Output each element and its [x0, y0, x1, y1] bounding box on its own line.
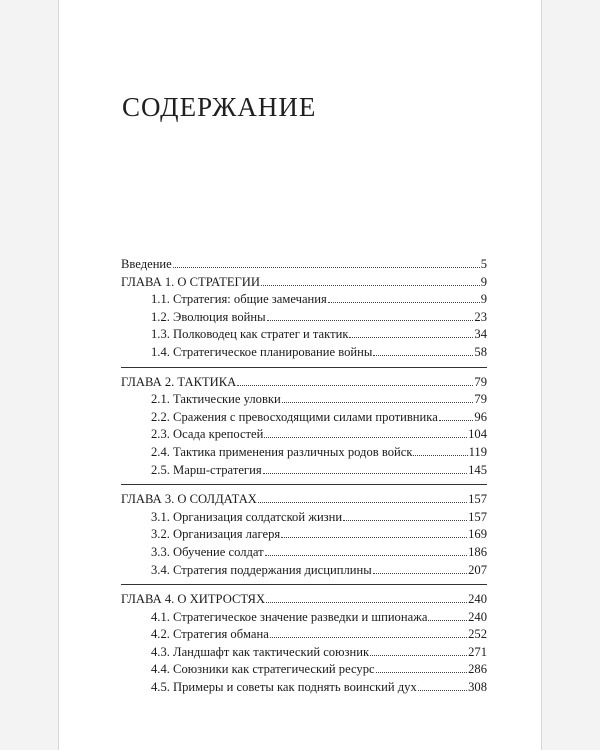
dot-leader — [328, 302, 480, 303]
dot-leader — [428, 620, 467, 621]
toc-section-row[interactable] — [121, 326, 487, 344]
dot-leader — [373, 573, 467, 574]
toc-section-row[interactable] — [121, 609, 487, 627]
toc-page-number: 207 — [468, 562, 487, 577]
chapter-label: ГЛАВА 3. О СОЛДАТАХ — [121, 492, 257, 507]
section-label: 3.3. Обучение солдат — [151, 544, 264, 559]
dot-leader — [264, 437, 467, 438]
toc-page-number: 104 — [468, 427, 487, 442]
toc-section-row[interactable] — [121, 391, 487, 409]
section-label: 4.2. Стратегия обмана — [151, 627, 269, 642]
chapter-label: ГЛАВА 4. О ХИТРОСТЯХ — [121, 592, 266, 607]
chapter-label: ГЛАВА 1. О СТРАТЕГИИ — [121, 274, 260, 289]
dot-leader — [263, 473, 467, 474]
dot-leader — [266, 602, 467, 603]
dot-leader — [370, 655, 467, 656]
section-label: 4.3. Ландшафт как тактический союзник — [151, 644, 370, 659]
section-label: 3.4. Стратегия поддержания дисциплины — [151, 562, 372, 577]
book-page — [58, 0, 542, 750]
toc-section-row[interactable] — [121, 644, 487, 662]
toc-chapter-row[interactable] — [121, 491, 487, 509]
section-label: 2.2. Сражения с превосходящими силами противника — [151, 409, 438, 424]
toc-page-number: 79 — [474, 392, 487, 407]
section-label: 3.1. Организация солдатской жизни — [151, 509, 343, 524]
toc-page-number: 9 — [480, 274, 487, 289]
toc-page-number: 119 — [468, 444, 487, 459]
toc-page-number: 240 — [468, 609, 487, 624]
section-label: 4.5. Примеры и советы как поднять воинский дух — [151, 680, 417, 695]
toc-section-row[interactable] — [121, 309, 487, 327]
chapter-label: ГЛАВА 2. ТАКТИКА — [121, 374, 237, 389]
chapter-divider — [121, 484, 487, 485]
dot-leader — [173, 267, 480, 268]
dot-leader — [265, 555, 467, 556]
dot-leader — [281, 537, 467, 538]
toc-page-number: 157 — [468, 492, 487, 507]
toc-page-number: 169 — [468, 527, 487, 542]
toc-page-number: 145 — [468, 462, 487, 477]
toc-section-row[interactable] — [121, 626, 487, 644]
page-title: СОДЕРЖАНИЕ — [122, 92, 317, 122]
toc-section-row[interactable] — [121, 409, 487, 427]
section-label: 4.4. Союзники как стратегический ресурс — [151, 662, 375, 677]
section-label: 1.2. Эволюция войны — [151, 309, 266, 324]
toc-section-row[interactable] — [121, 562, 487, 580]
dot-leader — [376, 672, 468, 673]
dot-leader — [439, 420, 474, 421]
dot-leader — [413, 455, 467, 456]
dot-leader — [373, 355, 473, 356]
table-of-contents — [121, 256, 487, 697]
toc-page-number: 79 — [474, 374, 487, 389]
dot-leader — [349, 337, 473, 338]
toc-section-row[interactable] — [121, 444, 487, 462]
dot-leader — [418, 690, 467, 691]
dot-leader — [282, 402, 474, 403]
toc-section-row[interactable] — [121, 661, 487, 679]
toc-page-number: 308 — [468, 680, 487, 695]
toc-chapter-row[interactable] — [121, 274, 487, 292]
dot-leader — [270, 637, 467, 638]
dot-leader — [267, 320, 474, 321]
toc-section-row[interactable] — [121, 426, 487, 444]
toc-section-row[interactable] — [121, 291, 487, 309]
toc-section-row[interactable] — [121, 509, 487, 527]
section-label: 1.1. Стратегия: общие замечания — [151, 292, 327, 307]
toc-intro-row[interactable] — [121, 256, 487, 274]
toc-page-number: 34 — [474, 327, 487, 342]
toc-chapter-row[interactable] — [121, 374, 487, 392]
toc-page-number: 271 — [468, 644, 487, 659]
section-label: 2.3. Осада крепостей — [151, 427, 264, 442]
section-label: 2.1. Тактические уловки — [151, 392, 281, 407]
section-label: 3.2. Организация лагеря — [151, 527, 281, 542]
toc-section-row[interactable] — [121, 462, 487, 480]
toc-section-row[interactable] — [121, 344, 487, 362]
toc-page-number: 9 — [480, 292, 487, 307]
dot-leader — [343, 520, 467, 521]
chapter-divider — [121, 584, 487, 585]
toc-page-number: 186 — [468, 544, 487, 559]
toc-page-number: 23 — [474, 309, 487, 324]
toc-section-row[interactable] — [121, 526, 487, 544]
dot-leader — [237, 385, 473, 386]
dot-leader — [261, 285, 480, 286]
section-label: 4.1. Стратегическое значение разведки и шпионажа — [151, 609, 428, 624]
toc-section-row[interactable] — [121, 544, 487, 562]
section-label: 1.4. Стратегическое планирование войны — [151, 344, 373, 359]
toc-entry-label: Введение — [121, 257, 172, 271]
dot-leader — [258, 502, 467, 503]
section-label: 2.5. Марш-стратегия — [151, 462, 262, 477]
toc-page-number: 240 — [468, 592, 487, 607]
toc-page-number: 5 — [480, 257, 487, 271]
toc-page-number: 157 — [468, 509, 487, 524]
chapter-divider — [121, 367, 487, 368]
section-label: 1.3. Полководец как стратег и тактик — [151, 327, 349, 342]
section-label: 2.4. Тактика применения различных родов войск — [151, 444, 413, 459]
toc-section-row[interactable] — [121, 679, 487, 697]
toc-chapter-row[interactable] — [121, 591, 487, 609]
toc-page-number: 252 — [468, 627, 487, 642]
toc-page-number: 58 — [474, 344, 487, 359]
toc-page-number: 286 — [468, 662, 487, 677]
toc-page-number: 96 — [474, 409, 487, 424]
